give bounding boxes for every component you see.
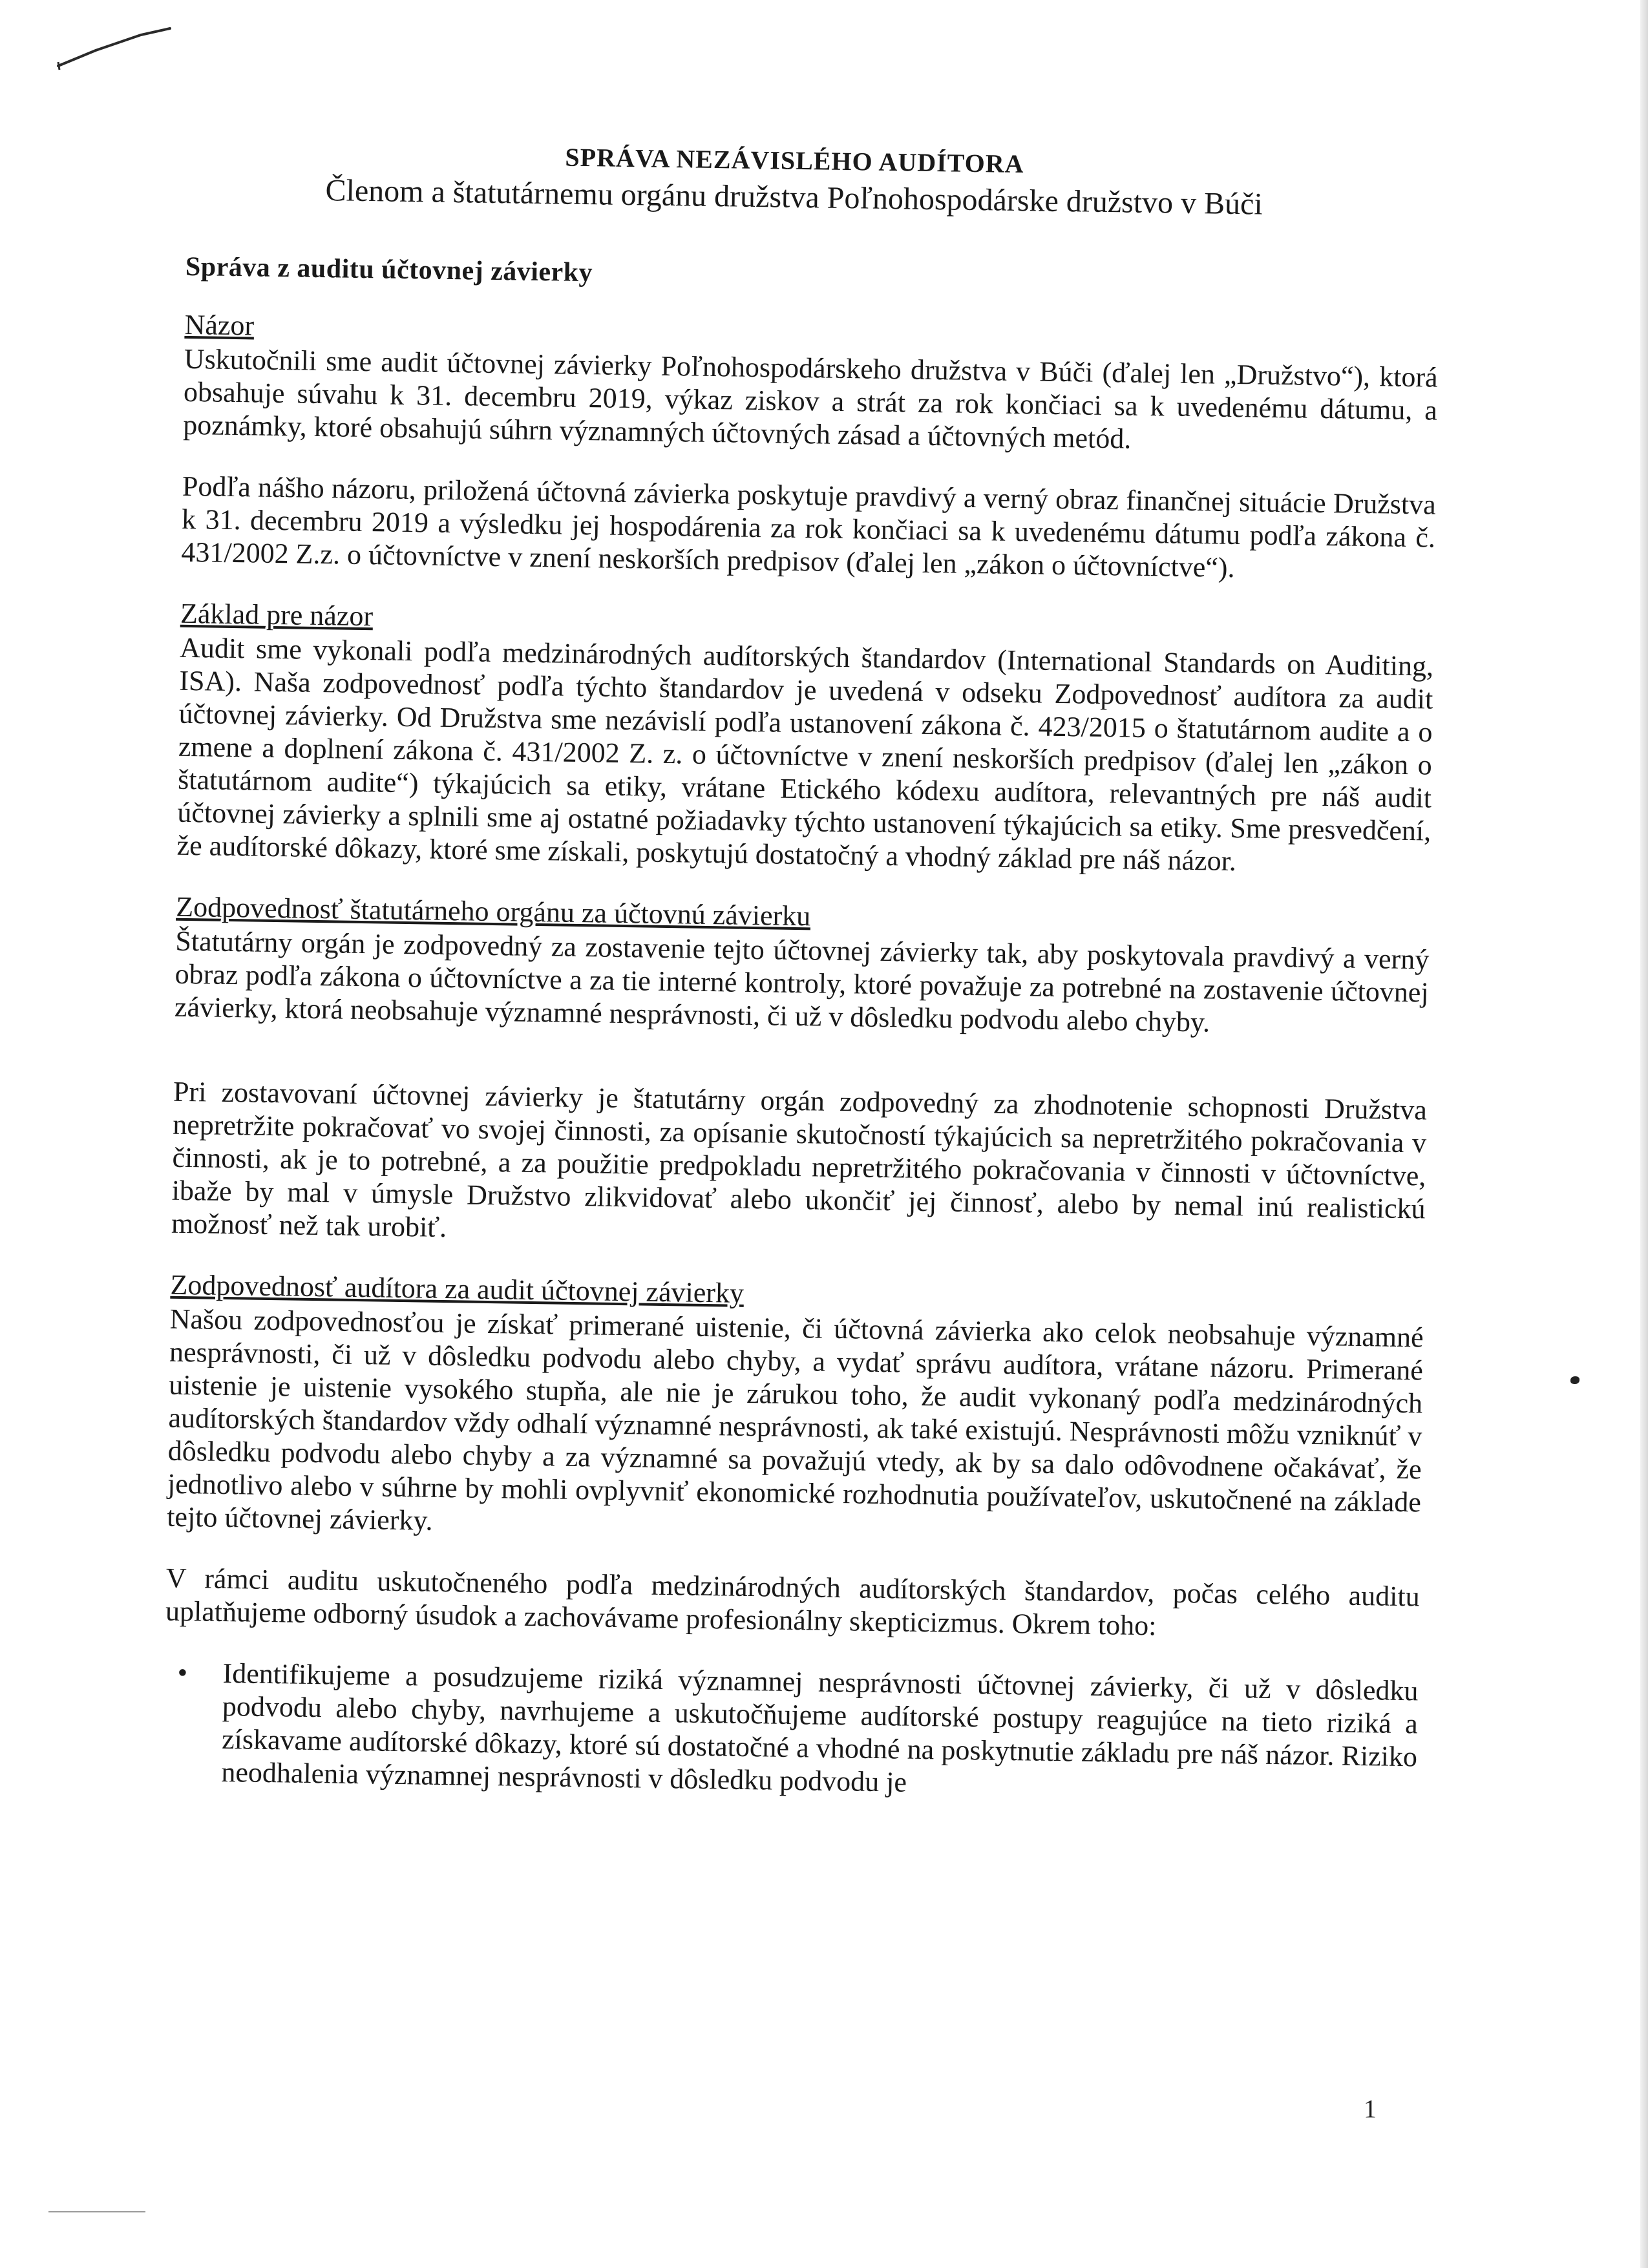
paragraph-auditor-1: Našou zodpovednosťou je získať primerané uistenie, či účtovná závierka ako celok neobsahuje významné nesprávnosti, či už v dôsledku podvodu alebo chyby, a vydať správu audítora, vrátane názoru. Primerané uistenie je uistenie vysokého stupňa, ale nie je zárukou toho, že audit vykonaný podľa medzinárodných audítorských štandardov vždy odhalí významné nesprávnosti, ak také existujú. Nesprávnosti môžu vzniknúť v dôsledku podvodu alebo chyby a za významné sa považujú vtedy, ak by sa dalo odôvodnene očakávať, že jednotlivo alebo v súhrne by mohli ovplyvniť ekonomické rozhodnutia používateľov, uskutočnené na základe tejto účtovnej závierky. xyxy=(166,1303,1424,1537)
paragraph-basis-1: Audit sme vykonali podľa medzinárodných audítorských štandardov (International Standards on Auditing, ISA). Naša zodpovednosť podľa týchto štandardov je uvedená v odseku Zodpovednosť audítora za audit účtovnej závierky. Od Družstva sme nezávislí podľa ustanovení zákona č. 423/2015 o štatutárnom audite a o zmene a doplnení zákona č. 431/2002 Z. z. o účtovníctve v znení neskorších predpisov (ďalej len „zákon o štatutárnom audite“) týkajúcich sa etiky, vrátane Etického kódexu audítora, relevantných pre náš audit účtovnej závierky a splnili sme aj ostatné požiadavky týchto ustanovení týkajúcich sa etiky. Sme presvedčení, že audítorské dôkazy, ktoré sme získali, poskytujú dostatočný a vhodný základ pre náš názor. xyxy=(176,631,1434,877)
section-title: Správa z auditu účtovnej závierky xyxy=(185,251,593,288)
page-number: 1 xyxy=(1364,2094,1377,2123)
scan-edge xyxy=(1640,0,1648,2268)
report-content xyxy=(124,136,1441,1806)
paragraph-opinion-2: Podľa nášho názoru, priložená účtovná závierka poskytuje pravdivý a verný obraz finančnej situácie Družstva k 31. decembru 2019 a výsledku jej hospodárenia za rok končiaci sa k uvedenému dátumu podľa zákona č. 431/2002 Z.z. o účtovníctve v znení neskorších predpisov (ďalej len „zákon o účtovníctve“). xyxy=(181,470,1437,584)
ink-mark xyxy=(1570,1376,1579,1384)
report-title: SPRÁVA NEZÁVISLÉHO AUDÍTORA xyxy=(565,142,1024,179)
paragraph-opinion-1: Uskutočnili sme audit účtovnej závierky Poľnohospodárskeho družstva v Búči (ďalej len „Družstvo“), ktorá obsahuje súvahu k 31. decembru 2019, výkaz ziskov a strát za rok končiaci sa k uvedenému dátumu, a poznámky, ktoré obsahujú súhrn významných účtovných zásad a účtovných metód. xyxy=(183,342,1439,455)
footer-rule xyxy=(48,2211,145,2212)
heading-board-responsibility: Zodpovednosť štatutárneho orgánu za účtovnú závierku xyxy=(175,890,811,932)
heading-basis: Základ pre názor xyxy=(180,597,374,633)
bullet-icon: • xyxy=(177,1656,188,1689)
paragraph-board-1: Štatutárny orgán je zodpovedný za zostavenie tejto účtovnej závierky tak, aby poskytovala pravdivý a verný obraz podľa zákona o účtovníctve a za tie interné kontroly, ktoré považuje za potrebné na zostavenie účtovnej závierky, ktorá neobsahuje významné nesprávnosti, či už v dôsledku podvodu alebo chyby. xyxy=(174,925,1430,1038)
report-addressee: Členom a štatutárnemu orgánu družstva Poľnohospodárske družstvo v Búči xyxy=(325,173,1263,222)
heading-auditor-responsibility: Zodpovednosť audítora za audit účtovnej závierky xyxy=(170,1268,745,1309)
heading-opinion: Názor xyxy=(184,308,255,342)
list-item-text: Identifikujeme a posudzujeme riziká významnej nesprávnosti účtovnej závierky, či už v dôsledku podvodu alebo chyby, navrhujeme a uskutočňujeme audítorské postupy reagujúce na tieto riziká a získavame audítorské dôkazy, ktoré sú dostatočné a vhodné na poskytnutie základu pre náš názor. Riziko neodhalenia významnej nesprávnosti v dôsledku podvodu je xyxy=(221,1657,1419,1798)
paragraph-auditor-2: V rámci auditu uskutočneného podľa medzinárodných audítorských štandardov, počas celého auditu uplatňujeme odborný úsudok a zachovávame profesionálny skepticizmus. Okrem toho: xyxy=(165,1562,1421,1642)
auditor-procedures-list xyxy=(163,1656,1419,1807)
pen-stroke-mark xyxy=(57,26,173,71)
list-item xyxy=(163,1656,1419,1807)
paragraph-board-2: Pri zostavovaní účtovnej závierky je štatutárny orgán zodpovedný za zhodnotenie schopnosti Družstva nepretržite pokračovať vo svojej činnosti, za opísanie skutočností týkajúcich sa nepretržitého pokračovania v činnosti, ak je to potrebné, a za použitie predpokladu nepretržitého pokračovania v činnosti v účtovníctve, ibaže by mal v úmysle Družstvo zlikvidovať alebo ukončiť jej činnosť, alebo by nemal inú realistickú možnosť než tak urobiť. xyxy=(171,1075,1428,1244)
